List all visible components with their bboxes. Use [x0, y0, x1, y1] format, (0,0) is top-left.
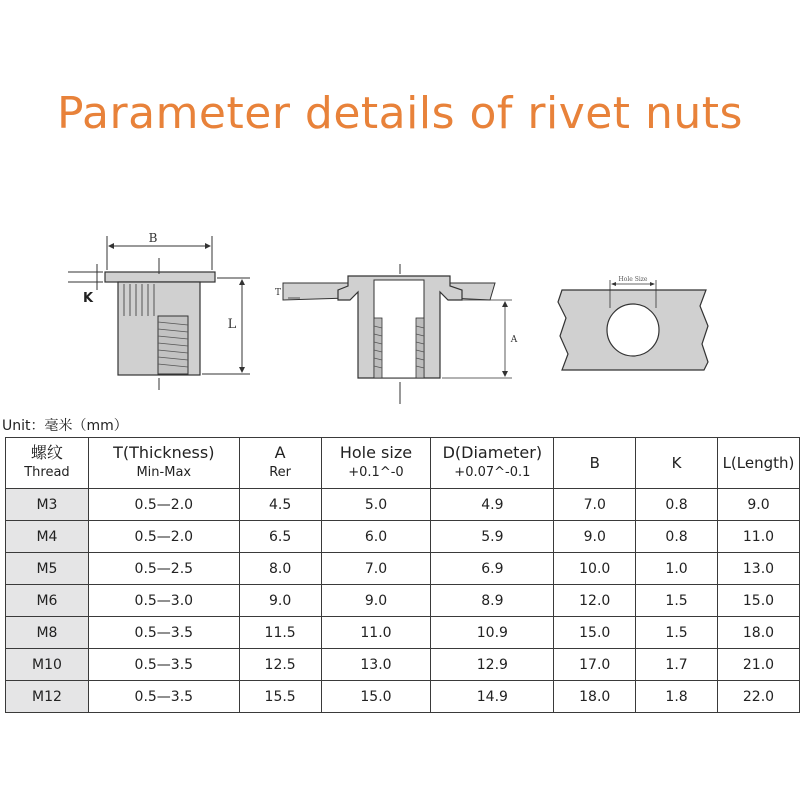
table-cell: 0.5—2.0: [88, 521, 239, 553]
table-cell: 5.9: [431, 521, 554, 553]
table-cell: 6.5: [239, 521, 321, 553]
table-cell-thread: M3: [6, 489, 89, 521]
table-row: [6, 617, 800, 649]
table-cell: 10.0: [554, 553, 636, 585]
dimension-b-label: B: [148, 231, 158, 245]
table-row: [6, 585, 800, 617]
table-cell: 13.0: [321, 649, 431, 681]
table-cell: 11.0: [717, 521, 799, 553]
table-cell: 18.0: [717, 617, 799, 649]
header-length: L(Length): [717, 438, 799, 489]
table-cell: 9.0: [321, 585, 431, 617]
table-cell-thread: M6: [6, 585, 89, 617]
table-cell: 0.5—2.5: [88, 553, 239, 585]
table-cell: 4.5: [239, 489, 321, 521]
table-cell: 11.0: [321, 617, 431, 649]
table-cell: 15.5: [239, 681, 321, 713]
table-cell: 0.8: [636, 489, 718, 521]
table-cell: 14.9: [431, 681, 554, 713]
table-cell-thread: M8: [6, 617, 89, 649]
table-cell: 0.5—3.5: [88, 649, 239, 681]
page-title: Parameter details of rivet nuts: [57, 88, 743, 139]
table-row: [6, 521, 800, 553]
table-cell-thread: M4: [6, 521, 89, 553]
table-cell: 21.0: [717, 649, 799, 681]
table-row: [6, 553, 800, 585]
table-cell: 8.9: [431, 585, 554, 617]
table-cell: 1.5: [636, 585, 718, 617]
table-cell: 1.7: [636, 649, 718, 681]
table-cell-thread: M12: [6, 681, 89, 713]
dimension-a-label: A: [510, 335, 518, 345]
table-row: [6, 681, 800, 713]
header-diameter: D(Diameter) +0.07^-0.1: [431, 438, 554, 489]
table-cell: 1.0: [636, 553, 718, 585]
rivet-nut-drawings: [0, 228, 800, 408]
table-cell: 9.0: [717, 489, 799, 521]
table-cell: 10.9: [431, 617, 554, 649]
table-cell: 12.9: [431, 649, 554, 681]
table-row: [6, 649, 800, 681]
table-cell: 1.8: [636, 681, 718, 713]
table-cell: 5.0: [321, 489, 431, 521]
table-cell-thread: M5: [6, 553, 89, 585]
table-cell: 9.0: [554, 521, 636, 553]
rivet-nut-spec-table: [5, 437, 800, 713]
rivet-nut-elevation-drawing: [68, 231, 250, 390]
table-cell-thread: M10: [6, 649, 89, 681]
unit-label: Unit：毫米（mm）: [2, 418, 128, 434]
header-b: B: [554, 438, 636, 489]
table-cell: 7.0: [321, 553, 431, 585]
table-cell: 12.0: [554, 585, 636, 617]
table-cell: 15.0: [554, 617, 636, 649]
dimension-l-label: L: [227, 317, 237, 332]
table-cell: 9.0: [239, 585, 321, 617]
table-cell: 13.0: [717, 553, 799, 585]
table-cell: 7.0: [554, 489, 636, 521]
table-row: [6, 489, 800, 521]
header-k: K: [636, 438, 718, 489]
plate-hole-drawing: [558, 276, 708, 370]
table-header-row: [6, 438, 800, 489]
dimension-t-label: T: [274, 288, 282, 298]
table-cell: 0.5—3.5: [88, 681, 239, 713]
dimension-k-label: K: [82, 291, 94, 306]
header-thickness: T(Thickness) Min-Max: [88, 438, 239, 489]
table-cell: 0.8: [636, 521, 718, 553]
header-hole-size: Hole size +0.1^-0: [321, 438, 431, 489]
table-cell: 11.5: [239, 617, 321, 649]
table-cell: 12.5: [239, 649, 321, 681]
table-cell: 0.5—3.5: [88, 617, 239, 649]
table-cell: 4.9: [431, 489, 554, 521]
table-cell: 0.5—3.0: [88, 585, 239, 617]
table-cell: 1.5: [636, 617, 718, 649]
installed-cross-section-drawing: [275, 264, 518, 404]
table-cell: 0.5—2.0: [88, 489, 239, 521]
table-cell: 15.0: [321, 681, 431, 713]
hole-size-label: Hole Size: [618, 276, 648, 283]
table-cell: 22.0: [717, 681, 799, 713]
table-cell: 6.0: [321, 521, 431, 553]
header-thread: 螺纹 Thread: [6, 438, 89, 489]
table-cell: 18.0: [554, 681, 636, 713]
table-cell: 6.9: [431, 553, 554, 585]
table-cell: 15.0: [717, 585, 799, 617]
table-cell: 8.0: [239, 553, 321, 585]
header-a: A Rer: [239, 438, 321, 489]
table-cell: 17.0: [554, 649, 636, 681]
